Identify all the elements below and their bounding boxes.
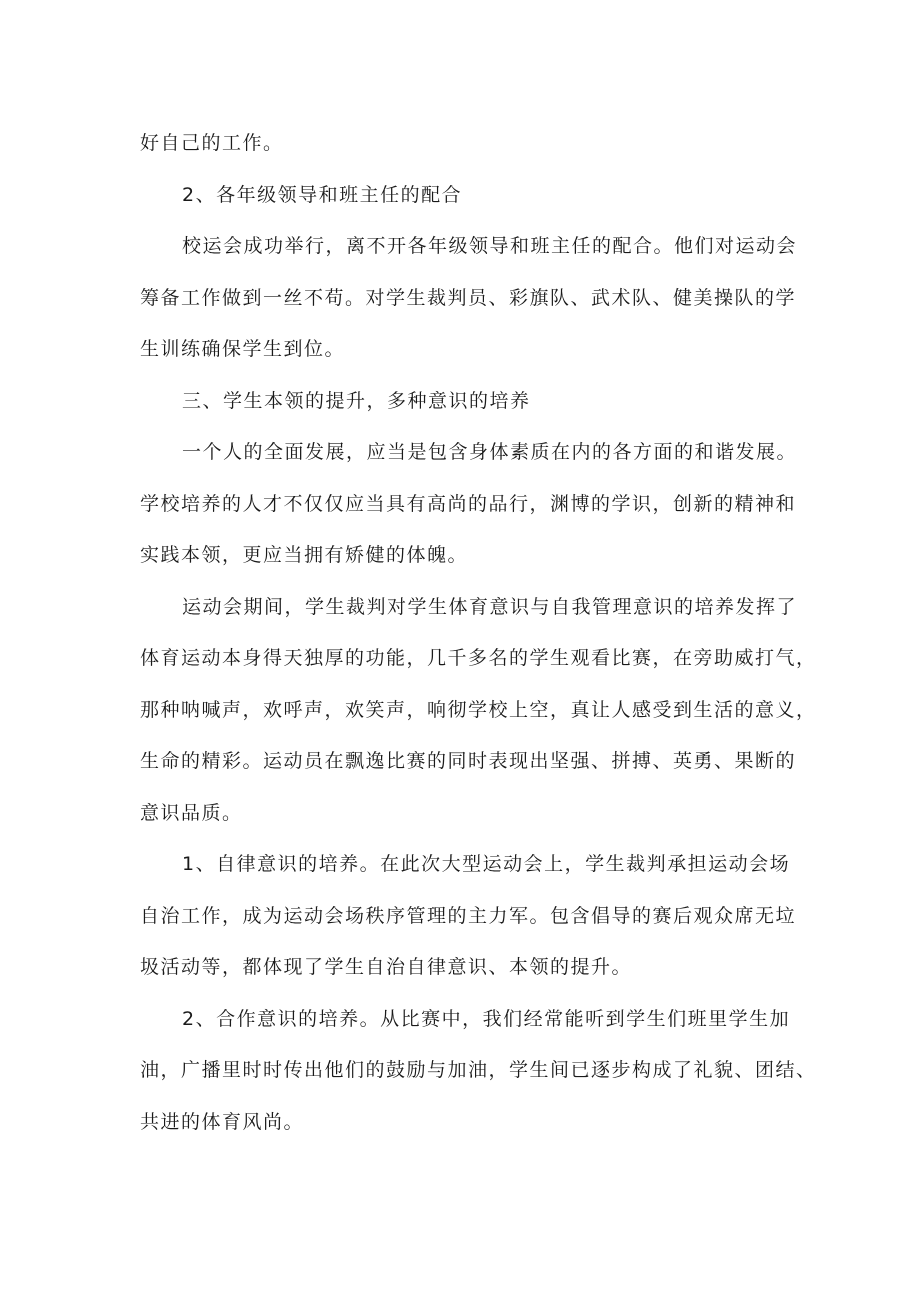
- text-line: 共进的体育风尚。: [140, 1110, 305, 1133]
- text-line: 校运会成功举行，离不开各年级领导和班主任的配合。他们对运动会: [182, 235, 798, 257]
- text-line: 那种呐喊声，欢呼声，欢笑声，响彻学校上空，真让人感受到生活的意义，: [140, 698, 817, 721]
- text-line: 意识品质。: [140, 801, 243, 824]
- text-line: 圾活动等，都体现了学生自治自律意识、本领的提升。: [140, 956, 633, 978]
- text-line: 运动会期间，学生裁判对学生体育意识与自我管理意识的培养发挥了: [182, 595, 798, 618]
- text-line: 筹备工作做到一丝不苟。对学生裁判员、彩旗队、武术队、健美操队的学: [140, 286, 797, 309]
- section-heading: 2、各年级领导和班主任的配合: [182, 183, 463, 206]
- text-line: 实践本领，更应当拥有矫健的体魄。: [140, 544, 469, 566]
- text-line: 体育运动本身得天独厚的功能，几千多名的学生观看比赛，在旁助威打气，: [140, 647, 817, 669]
- text-line: 好自己的工作。: [140, 132, 284, 154]
- section-heading: 三、学生本领的提升，多种意识的培养: [182, 389, 531, 412]
- text-line: 1、自律意识的培养。在此次大型运动会上，学生裁判承担运动会场: [182, 853, 791, 875]
- document-body: [140, 118, 817, 1148]
- text-line: 2、合作意识的培养。从比赛中，我们经常能听到学生们班里学生加: [182, 1007, 791, 1030]
- text-line: 自治工作，成为运动会场秩序管理的主力军。包含倡导的赛后观众席无垃: [140, 904, 797, 927]
- text-line: 油，广播里时时传出他们的鼓励与加油，学生间已逐步构成了礼貌、团结、: [140, 1059, 817, 1081]
- text-line: 一个人的全面发展，应当是包含身体素质在内的各方面的和谐发展。: [182, 441, 798, 463]
- text-line: 学校培养的人才不仅仅应当具有高尚的品行，渊博的学识，创新的精神和: [140, 492, 797, 515]
- text-line: 生命的精彩。运动员在飘逸比赛的同时表现出坚强、拼搏、英勇、果断的: [140, 750, 797, 772]
- text-line: 生训练确保学生到位。: [140, 338, 346, 360]
